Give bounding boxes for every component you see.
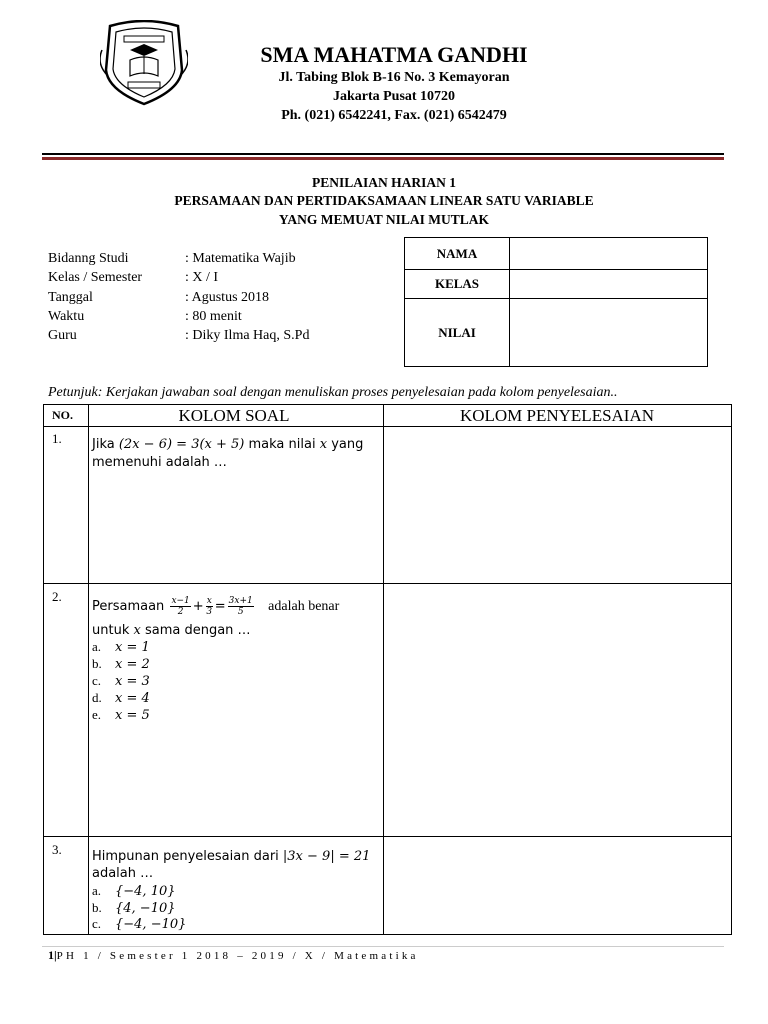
option-d[interactable] bbox=[92, 690, 150, 706]
question-2-line-2 bbox=[92, 623, 251, 638]
answer-area-2[interactable] bbox=[384, 584, 730, 835]
nama-field[interactable] bbox=[510, 238, 708, 270]
info-label: Guru bbox=[48, 328, 77, 343]
option-letter: e. bbox=[92, 707, 102, 722]
question-text: Jika bbox=[92, 437, 119, 452]
page-footer bbox=[48, 948, 419, 963]
question-2-line-1: Persamaan $\frac{x-1}{2}$ + $\frac{x}{3}$ = $\frac{3x+1}{5}$ adalah benar bbox=[92, 596, 340, 617]
fraction-numerator: x−1 bbox=[171, 596, 190, 606]
option-letter: c. bbox=[92, 916, 102, 931]
math-expression: |3x − 9| = 21 bbox=[282, 849, 371, 864]
school-name: SMA MAHATMA GANDHI bbox=[260, 42, 528, 67]
option-letter: b. bbox=[92, 900, 102, 915]
header-divider-accent bbox=[42, 157, 724, 160]
info-value: : Diky Ilma Haq, S.Pd bbox=[185, 328, 310, 343]
page-number: 1 bbox=[48, 948, 54, 962]
column-divider bbox=[88, 405, 89, 934]
math-variable: x bbox=[133, 623, 141, 638]
column-header-penyelesaian: KOLOM PENYELESAIAN bbox=[459, 406, 655, 425]
option-value: x = 5 bbox=[115, 708, 150, 723]
math-variable: x bbox=[319, 437, 328, 452]
nilai-field[interactable] bbox=[510, 299, 708, 367]
option-letter: a. bbox=[92, 883, 102, 898]
question-number: 3. bbox=[52, 842, 62, 857]
info-label: Kelas / Semester bbox=[48, 270, 143, 285]
contact-line: Ph. (021) 6542241, Fax. (021) 6542479 bbox=[281, 108, 507, 123]
info-value: : 80 menit bbox=[185, 309, 242, 324]
question-3-line-2: adalah … bbox=[92, 866, 154, 881]
option-value: x = 3 bbox=[115, 674, 150, 689]
header-divider bbox=[42, 153, 724, 155]
info-value: : Matematika Wajib bbox=[185, 251, 296, 266]
option-c[interactable] bbox=[92, 673, 150, 689]
question-text: Himpunan penyelesaian dari bbox=[92, 849, 283, 864]
fraction-denominator: 5 bbox=[237, 607, 244, 617]
option-letter: c. bbox=[92, 673, 102, 688]
question-number: 2. bbox=[52, 589, 62, 604]
answer-area-1[interactable] bbox=[384, 427, 730, 583]
question-text: adalah benar bbox=[268, 599, 340, 614]
math-expression: (2x − 6) = 3(x + 5) bbox=[118, 437, 245, 452]
option-letter: d. bbox=[92, 690, 102, 705]
option-value: {−4, 10} bbox=[115, 884, 176, 899]
option-a[interactable] bbox=[92, 883, 176, 899]
option-value: {4, −10} bbox=[115, 901, 176, 916]
info-value: : X / I bbox=[185, 270, 219, 285]
fraction-denominator: 3 bbox=[206, 607, 213, 617]
footer-divider bbox=[42, 946, 724, 947]
option-letter: a. bbox=[92, 639, 102, 654]
address-line-2: Jakarta Pusat 10720 bbox=[332, 89, 456, 104]
option-value: x = 2 bbox=[115, 657, 150, 672]
question-text: untuk bbox=[92, 623, 134, 638]
footer-separator: | bbox=[54, 948, 57, 962]
question-text: maka nilai bbox=[244, 437, 320, 452]
option-b[interactable] bbox=[92, 656, 150, 672]
fraction bbox=[206, 596, 213, 617]
fraction bbox=[228, 596, 254, 617]
option-a[interactable] bbox=[92, 639, 150, 655]
exam-subtitle-1: PERSAMAAN DAN PERTIDAKSAMAAN LINEAR SATU VARIABLE bbox=[174, 193, 594, 208]
info-value: : Agustus 2018 bbox=[185, 290, 270, 305]
info-label: Bidanng Studi bbox=[48, 251, 129, 266]
answer-area-3[interactable] bbox=[384, 837, 730, 934]
column-header-no: NO. bbox=[52, 408, 73, 422]
nama-label: NAMA bbox=[405, 238, 510, 270]
option-value: x = 1 bbox=[115, 640, 150, 655]
question-number: 1. bbox=[52, 431, 62, 446]
option-letter: b. bbox=[92, 656, 102, 671]
question-3-line-1 bbox=[92, 849, 370, 864]
footer-text: PH 1 / Semester 1 2018 – 2019 / X / Matematika bbox=[56, 950, 419, 962]
question-text: Persamaan bbox=[92, 599, 165, 614]
question-text: sama dengan … bbox=[140, 623, 251, 638]
kelas-label: KELAS bbox=[405, 270, 510, 299]
exam-title: PENILAIAN HARIAN 1 bbox=[311, 175, 456, 190]
fraction-numerator: x bbox=[206, 596, 212, 606]
kelas-field[interactable] bbox=[510, 270, 708, 299]
fraction-denominator: 2 bbox=[177, 607, 184, 617]
fraction bbox=[170, 596, 190, 617]
student-id-box bbox=[404, 237, 708, 367]
info-label: Waktu bbox=[48, 309, 85, 324]
option-e[interactable] bbox=[92, 707, 150, 723]
fraction-numerator: 3x+1 bbox=[228, 596, 253, 606]
instruction-text: Petunjuk: Kerjakan jawaban soal dengan menuliskan proses penyelesaian pada kolom penyelesaian.. bbox=[48, 385, 618, 400]
option-value: x = 4 bbox=[115, 691, 150, 706]
question-1-line-2: memenuhi adalah … bbox=[92, 455, 227, 470]
question-text: yang bbox=[327, 437, 364, 452]
column-header-soal: KOLOM SOAL bbox=[178, 406, 290, 425]
option-value: {−4, −10} bbox=[115, 917, 187, 932]
info-label: Tanggal bbox=[48, 290, 93, 305]
nilai-label: NILAI bbox=[405, 299, 510, 367]
address-line-1: Jl. Tabing Blok B-16 No. 3 Kemayoran bbox=[278, 70, 510, 85]
exam-subtitle-2: YANG MEMUAT NILAI MUTLAK bbox=[278, 212, 490, 227]
option-b[interactable] bbox=[92, 900, 176, 916]
question-1-line-1 bbox=[92, 437, 363, 452]
option-c[interactable] bbox=[92, 916, 186, 932]
